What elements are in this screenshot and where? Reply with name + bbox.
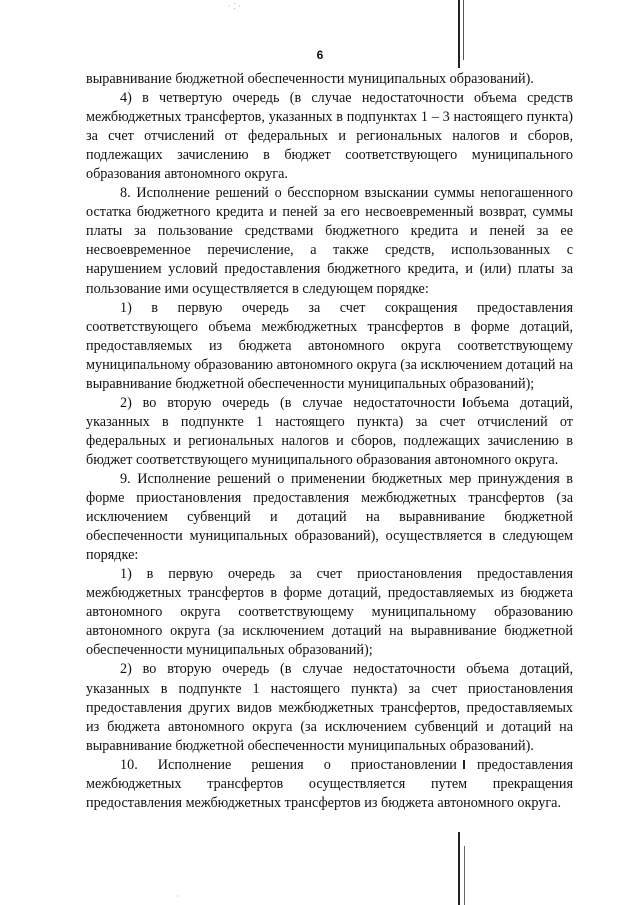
paragraph-continuation: выравнивание бюджетной обеспеченности муниципальных образований).	[86, 71, 534, 87]
scan-artifact-noise-bottom: ·	[176, 892, 179, 901]
page-number: 6	[316, 48, 324, 62]
paragraph-clause-9: 9. Исполнение решений о применении бюджетных мер принуждения в форме приостановления предоставления межбюджетных трансфертов (за исключением субвенций и дотаций на выравнивание бюджетной обеспеченности муниципальных образований), осуществляется в следующем порядке:	[86, 470, 573, 564]
paragraph-clause-9-item-2: 2) во вторую очередь (в случае недостаточности объема дотаций, указанных в подпункте 1 настоящего пункта) за счет приостановления предоставления других видов межбюджетных трансфертов, предоставляемых из бюджета автономного округа (за исключением субвенций и дотаций на выравнивание бюджетной обеспеченности муниципальных образований).	[86, 661, 573, 754]
document-body	[86, 70, 573, 813]
scan-artifact-bottom-line-thin	[464, 846, 465, 905]
paragraph-clause-8-item-2: 2) во вторую очередь (в случае недостаточности объема дотаций, указанных в подпункте 1 настоящего пункта) за счет отчислений от федеральных и региональных налогов и сборов, подлежащих зачислению в бюджет соответствующего муниципального образования автономного округа.	[86, 394, 573, 468]
paragraph-clause-8-item-1: 1) в первую очередь за счет сокращения предоставления соответствующего объема межбюджетных трансфертов в форме дотаций, предоставляемых из бюджета автономного округа соответствующему муниципальному образованию автономного округа (за исключением дотаций на выравнивание бюджетной обеспеченности муниципальных образований);	[86, 299, 573, 392]
paragraph-clause-9-item-1: 1) в первую очередь за счет приостановления предоставления межбюджетных трансфертов в форме дотаций, предоставляемых из бюджета автономного округа соответствующему муниципальному образованию автономного округа (за исключением дотаций на выравнивание бюджетной обеспеченности муниципальных образований);	[86, 566, 573, 659]
scan-artifact-noise-top: · ⁚ ·	[228, 2, 241, 11]
paragraph-clause-10: 10. Исполнение решения о приостановлении предоставления межбюджетных трансфертов осуществляется путем прекращения предоставления межбюджетных трансфертов из бюджета автономного округа.	[86, 756, 573, 811]
paragraph-clause-8: 8. Исполнение решений о бесспорном взыскании суммы непогашенного остатка бюджетного кредита и пеней за его несвоевременный возврат, суммы платы за пользование средствами бюджетного кредита и пеней за ее несвоевременное перечисление, а также средств, использованных с нарушением условий предоставления бюджетного кредита, и (или) платы за пользование ими осуществляется в следующем порядке:	[86, 185, 573, 297]
scan-artifact-bottom-line	[458, 832, 460, 905]
paragraph-item-4: 4) в четвертую очередь (в случае недостаточности объема средств межбюджетных трансфертов, указанных в подпунктах 1 – 3 настоящего пункта) за счет отчислений от федеральных и региональных налогов и сборов, подлежащих зачислению в бюджет соответствующего муниципального образования автономного округа.	[86, 90, 573, 183]
